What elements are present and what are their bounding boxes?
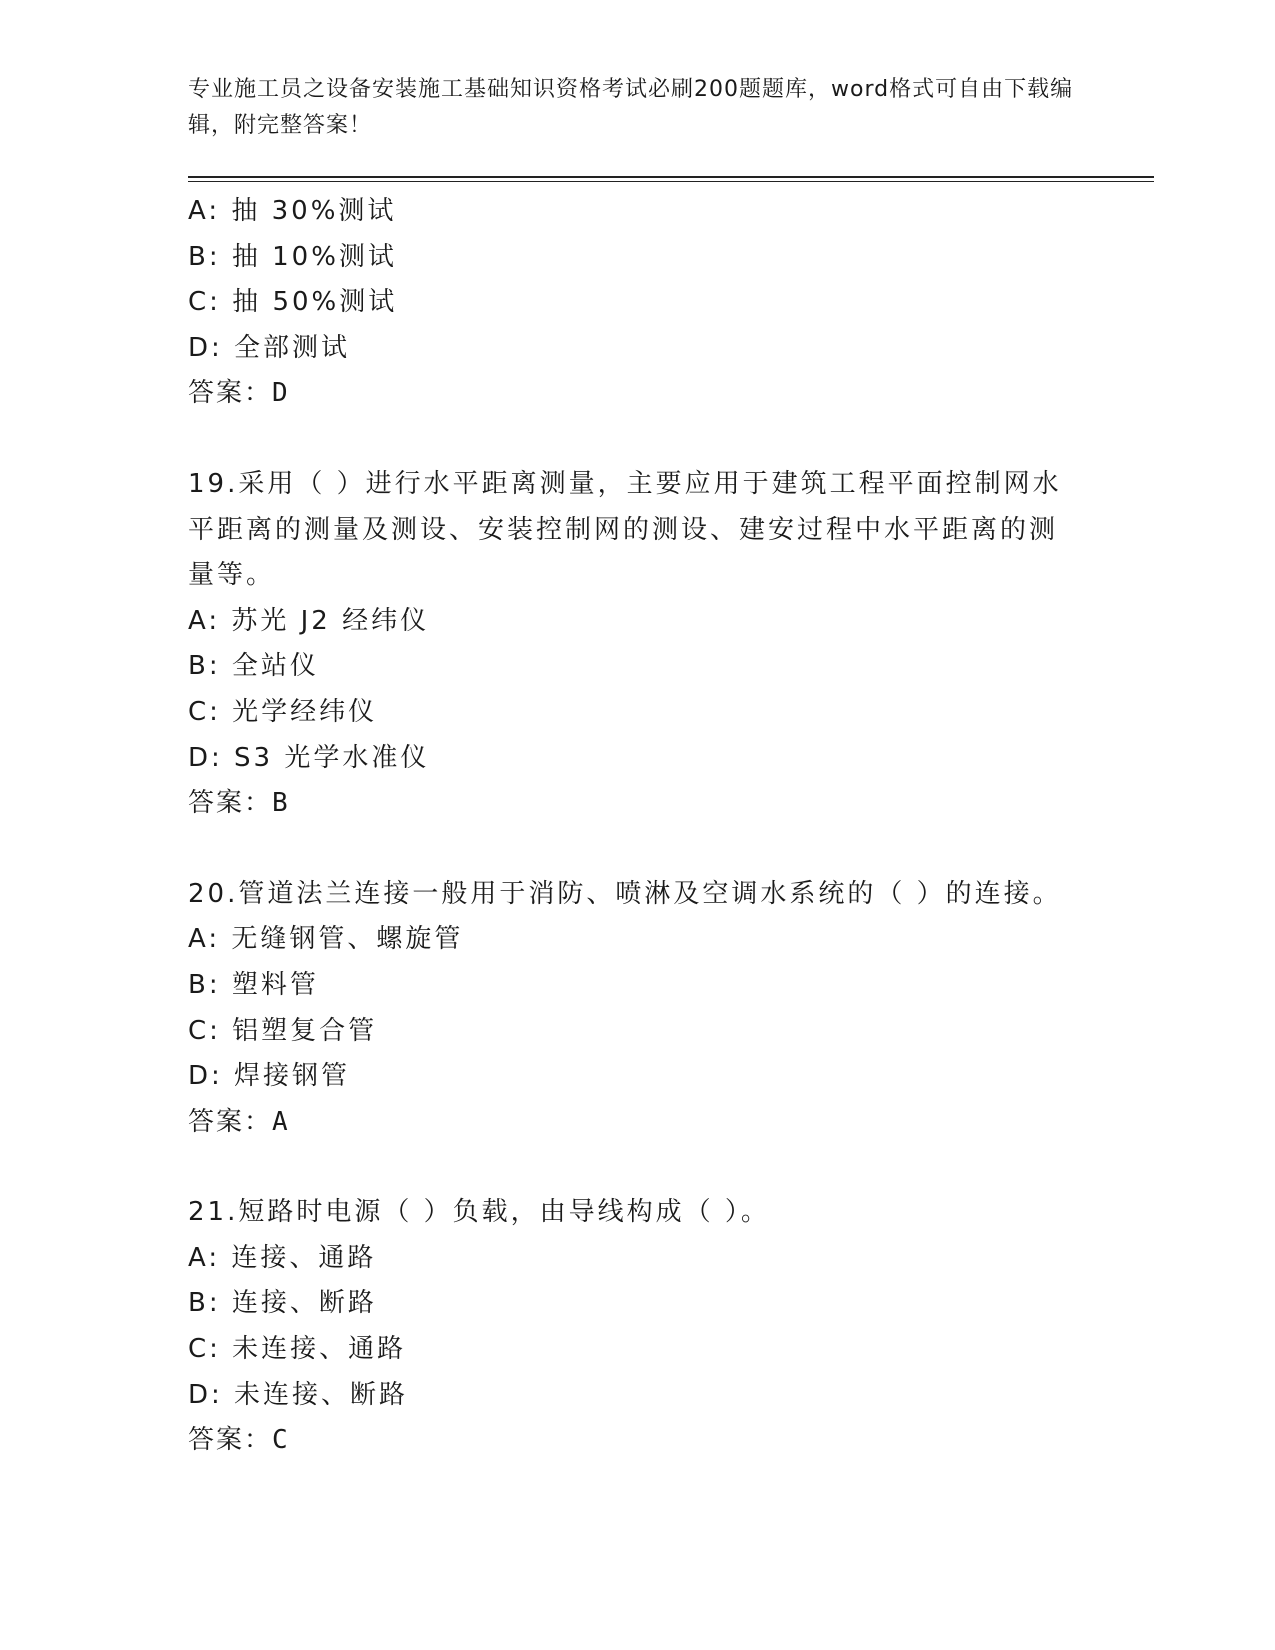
option-b: B: 塑料管 [188, 969, 319, 1000]
option-d: D: 未连接、断路 [188, 1379, 409, 1410]
answer-line: 答案：B [188, 788, 290, 819]
question-21 [188, 1190, 1088, 1464]
option-c: C: 光学经纬仪 [188, 696, 378, 727]
option-d: D: S3 光学水准仪 [188, 742, 430, 773]
question-19 [188, 462, 1088, 827]
option-b: B: 连接、断路 [188, 1288, 377, 1319]
question-stem: 20.管道法兰连接一般用于消防、喷淋及空调水系统的（ ）的连接。 [188, 878, 1062, 909]
answer-line: 答案：D [188, 378, 290, 409]
option-b: B: 全站仪 [188, 651, 319, 682]
option-c: C: 抽 50%测试 [188, 287, 398, 318]
question-stem: 21.短路时电源（ ）负载，由导线构成（ ）。 [188, 1197, 770, 1228]
question-stem: 19.采用（ ）进行水平距离测量，主要应用于建筑工程平面控制网水平距离的测量及测设、安装控制网的测设、建安过程中水平距离的测量等。 [188, 468, 1062, 591]
question-list [188, 189, 1088, 1464]
option-a: A: 苏光 J2 经纬仪 [188, 605, 430, 636]
document-intro: 专业施工员之设备安装施工基础知识资格考试必刷200题题库，word格式可自由下载编辑，附完整答案！ [188, 77, 1074, 138]
answer-line: 答案：C [188, 1425, 290, 1456]
option-a: A: 抽 30%测试 [188, 196, 397, 226]
question-20 [188, 872, 1088, 1146]
answer-line: 答案：A [188, 1106, 290, 1137]
option-c: C: 铝塑复合管 [188, 1015, 378, 1046]
question-spacer [188, 417, 1088, 462]
question-spacer [188, 827, 1088, 872]
option-b: B: 抽 10%测试 [188, 241, 397, 272]
question-18 [188, 189, 1088, 417]
header-divider-thick [188, 176, 1154, 178]
option-d: D: 焊接钢管 [188, 1061, 351, 1092]
option-a: A: 无缝钢管、螺旋管 [188, 924, 464, 955]
option-d: D: 全部测试 [188, 332, 351, 363]
header-divider-thin [188, 181, 1154, 182]
option-a: A: 连接、通路 [188, 1242, 377, 1273]
option-c: C: 未连接、通路 [188, 1334, 407, 1365]
question-spacer [188, 1145, 1088, 1190]
